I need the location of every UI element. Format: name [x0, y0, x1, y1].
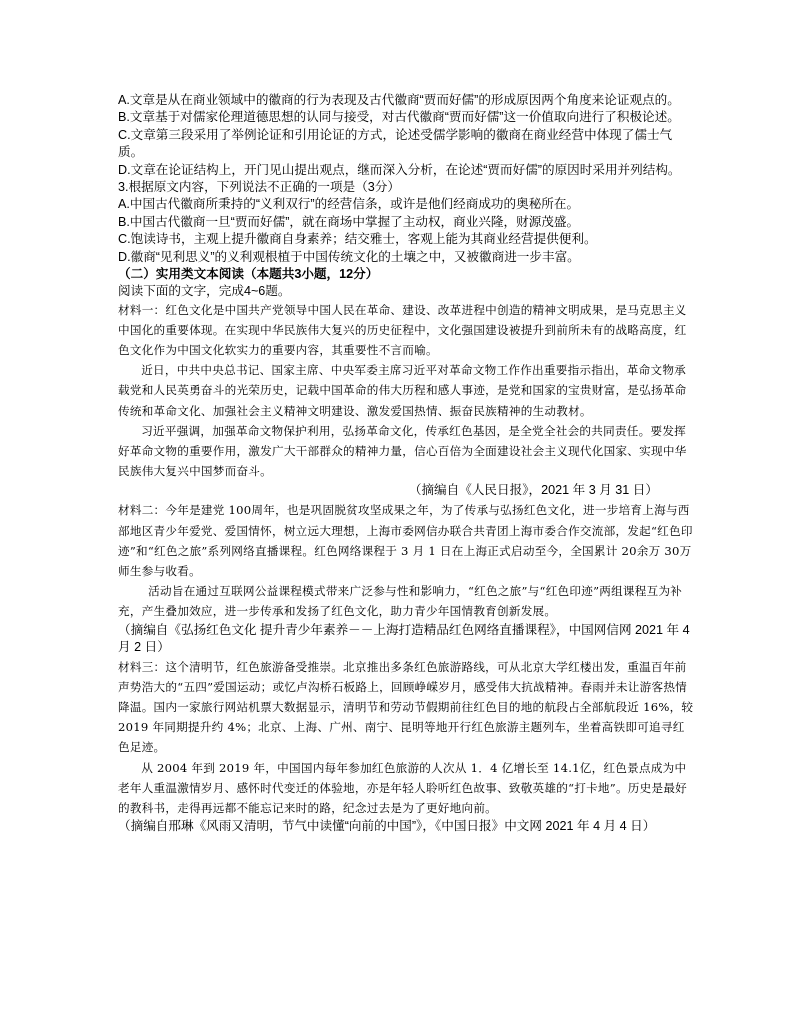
question-3-options [118, 196, 694, 266]
section-heading: （二）实用类文本阅读（本题共3小题，12分） [118, 267, 379, 282]
option-d: D.徽商“见利思义”的义利观根植于中国传统文化的土壤之中，又被徽商进一步丰富。 [118, 249, 580, 264]
question-3-title: 3.根据原文内容，下列说法不正确的一项是（3分） [118, 180, 400, 195]
material-one-paragraph: 材料一：红色文化是中国共产党领导中国人民在革命、建设、改革进程中创造的精神文明成果，是马克思主义中国化的重要体现。在实现中华民族伟大复兴的历史征程中，文化强国建设被提升到前所未有的战略高度，红色文化作为中国文化软实力的重要内容，其重要性不言而喻。 [118, 302, 687, 357]
option-d: D.文章在论证结构上，开门见山提出观点，继而深入分析，在论述“贾而好儒”的原因时采用并列结构。 [118, 162, 681, 177]
option-a: A.中国古代徽商所秉持的“义利双行”的经营信条，或许是他们经商成功的奥秘所在。 [118, 197, 580, 212]
material-two-paragraph: 材料二：今年是建党 100周年，也是巩固脱贫攻坚成果之年，为了传承与弘扬红色文化，进一步培育上海与西部地区青少年爱党、爱国情怀，树立远大理想，上海市委网信办联合共青团上海市委合作交流部，发起“红色印迹”和“红色之旅”系列网络直播课程。红色网络课程于 3 月 1 日在上海正式启动至今，全国累计 20余万 30万师生参与收看。 [118, 503, 693, 578]
material-one [118, 300, 694, 482]
material-three-paragraph: 材料三：这个清明节，红色旅游备受推崇。北京推出多条红色旅游路线，可从北京大学红楼出发，重温百年前声势浩大的“五四”爱国运动；或忆卢沟桥石板路上，回顾峥嵘岁月，感受伟大抗战精神。春雨并未让游客热情降温。国内一家旅行网站机票大数据显示，清明节和劳动节假期前往红色目的地的航段占全部航段近 16%，较 2019 年同期提升约 4%；北京、上海、广州、南宁、昆明等地开行红色旅游主题列车，坐着高铁即可追寻红色足迹。 [118, 659, 694, 755]
material-three-source: （摘编自邢琳《风雨又清明，节气中读懂“向前的中国”》，《中国日报》中文网 2021 年 4 月 4 日） [118, 819, 656, 834]
option-c: C.文章第三段采用了举例论证和引用论证的方式，论述受儒学影响的徽商在商业经营中体现了儒士气质。 [118, 127, 673, 160]
material-three-paragraph: 从 2004 年到 2019 年，中国国内每年参加红色旅游的人次从 1．4 亿增长至 14.1亿，红色景点成为中老年人重温激情岁月、感怀时代变迁的体验地，亦是年轻人聆听红色故事、致敬英雄的“打卡地”。历史是最好的教科书，走得再远都不能忘记来时的路，纪念过去是为了更好地向前。 [118, 760, 688, 816]
material-one-source: （摘编自《人民日报》，2021 年 3 月 31 日） [408, 483, 658, 498]
option-c: C.饱读诗书，主观上提升徽商自身素养；结交雅士，客观上能为其商业经营提供便利。 [118, 232, 597, 247]
material-one-paragraph: 近日，中共中央总书记、国家主席、中央军委主席习近平对革命文物工作作出重要指示指出，革命文物承载党和人民英勇奋斗的光荣历史，记载中国革命的伟大历程和感人事迹，是党和国家的宝贵财富，是弘扬革命传统和革命文化、加强社会主义精神文明建设、激发爱国热情、振奋民族精神的生动教材。 [118, 363, 687, 418]
option-b: B.文章基于对儒家伦理道德思想的认同与接受，对古代徽商“贾而好儒”这一价值取向进行了积极论述。 [118, 110, 680, 125]
material-two [118, 500, 694, 621]
material-three [118, 657, 694, 819]
section-instruction: 阅读下面的文字，完成4~6题。 [118, 284, 291, 299]
question-2-options [118, 92, 694, 179]
material-two-source: （摘编自《弘扬红色文化 提升青少年素养－－上海打造精品红色网络直播课程》，中国网信网 2021 年 4 月 2 日） [118, 622, 690, 655]
material-one-paragraph: 习近平强调，加强革命文物保护利用，弘扬革命文化，传承红色基因，是全党全社会的共同责任。要发挥好革命文物的重要作用，激发广大干部群众的精神力量，信心百倍为全面建设社会主义现代化国家、实现中华民族伟大复兴中国梦而奋斗。 [118, 423, 687, 479]
material-two-paragraph: 活动旨在通过互联网公益课程模式带来广泛参与性和影响力，“红色之旅”与“红色印迹”两组课程互为补充，产生叠加效应，进一步传承和发扬了红色文化，助力青少年国情教育创新发展。 [118, 584, 683, 619]
option-a: A.文章是从在商业领域中的徽商的行为表现及古代徽商“贾而好儒”的形成原因两个角度来论证观点的。 [118, 93, 680, 107]
option-b: B.中国古代徽商一旦“贾而好儒”，就在商场中掌握了主动权，商业兴隆，财源茂盛。 [118, 214, 580, 229]
